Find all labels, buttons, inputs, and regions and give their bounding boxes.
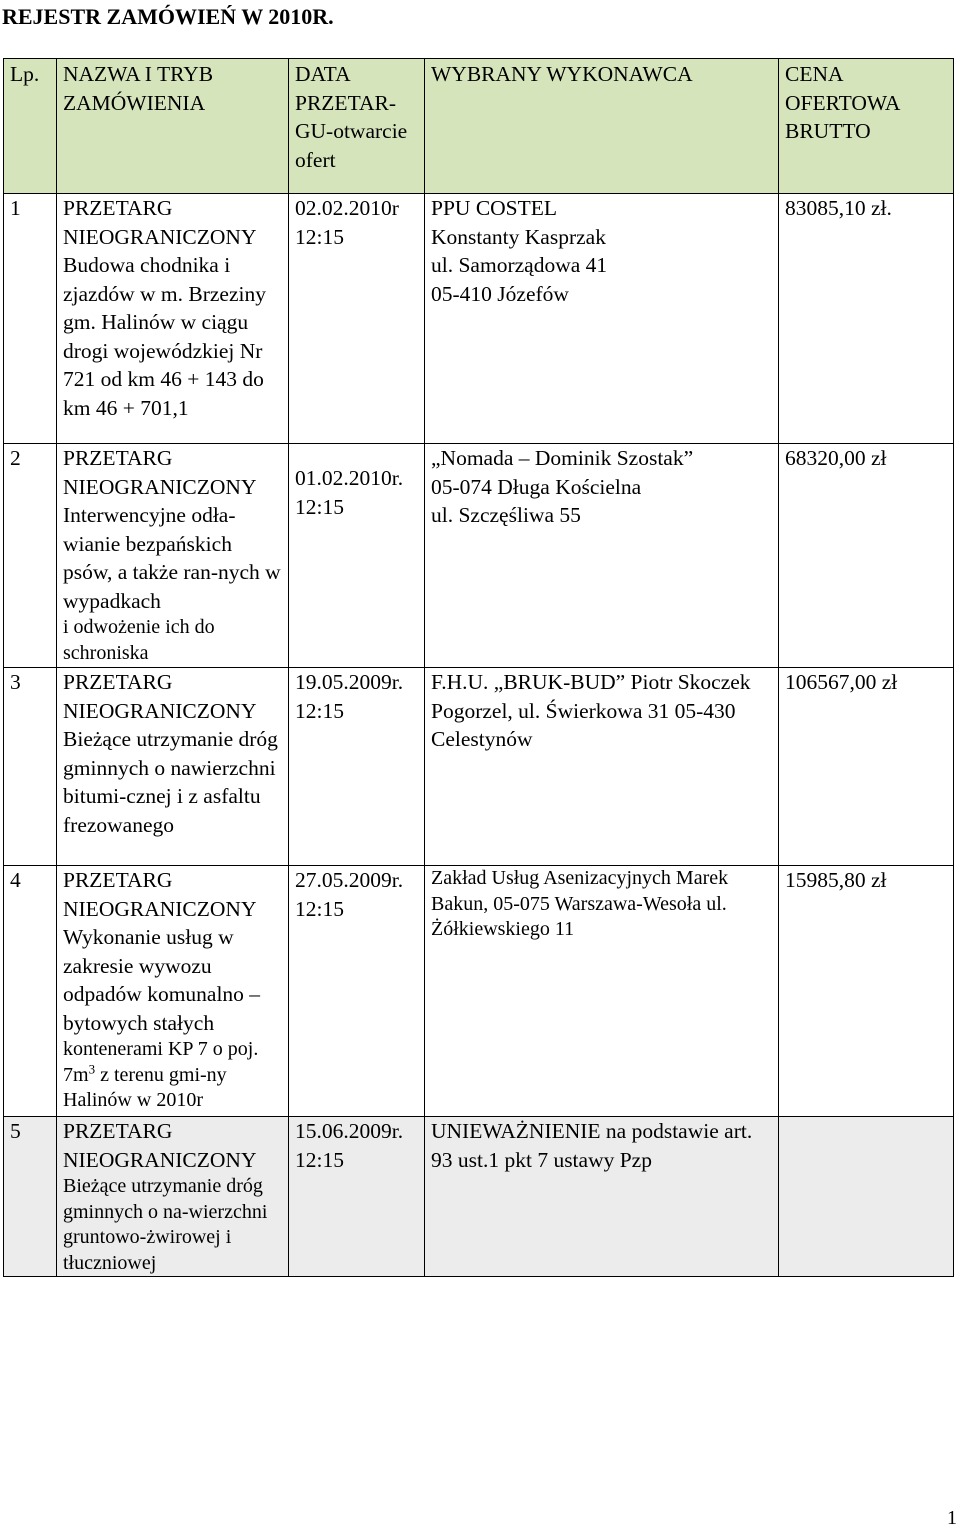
- superscript-exponent: 3: [88, 1060, 96, 1076]
- row-description-small: i odwożenie ich do schroniska: [63, 616, 215, 664]
- row-price: 15985,80 zł: [779, 866, 954, 1117]
- row-contractor-cell: [425, 194, 779, 444]
- row-name-cell: [57, 668, 289, 866]
- row-description: Budowa chodnika i zjazdów w m. Brzeziny gm. Halinów w ciągu drogi wojewódzkiej Nr 721 od km 46 + 143 do km 46 + 701,1: [63, 253, 266, 420]
- row-date: 01.02.2010r. 12:15: [295, 466, 404, 519]
- row-price: 83085,10 zł.: [779, 194, 954, 444]
- table-header-row: [4, 59, 954, 194]
- header-date: DATA PRZETAR-GU-otwarcie ofert: [289, 59, 425, 194]
- table-row: [4, 1117, 954, 1277]
- header-lp: Lp.: [4, 59, 57, 194]
- header-name: NAZWA I TRYB ZAMÓWIENIA: [57, 59, 289, 194]
- row-lp: 4: [4, 866, 57, 1117]
- row-contractor: „Nomada – Dominik Szostak” 05-074 Długa Kościelna ul. Szczęśliwa 55: [431, 446, 694, 527]
- row-lp: 1: [4, 194, 57, 444]
- row-mode: PRZETARG NIEOGRANICZONY: [63, 670, 257, 723]
- row-description-small-part2: z terenu gmi-ny Halinów w 2010r: [63, 1063, 227, 1111]
- row-contractor-cell: [425, 1117, 779, 1277]
- row-description: Interwencyjne odła-wianie bezpańskich psów, a także ran-nych w wypadkach: [63, 503, 281, 613]
- row-description-small: [63, 1037, 284, 1114]
- row-price: 106567,00 zł: [779, 668, 954, 866]
- table-row: [4, 444, 954, 668]
- row-date-cell: [289, 444, 425, 668]
- row-contractor: F.H.U. „BRUK-BUD” Piotr Skoczek Pogorzel, ul. Świerkowa 31 05-430 Celestynów: [431, 670, 751, 751]
- row-description: Bieżące utrzymanie dróg gminnych o na-wierzchni gruntowo-żwirowej i tłuczniowej: [63, 1175, 268, 1274]
- row-date: 27.05.2009r. 12:15: [295, 868, 404, 921]
- row-name-cell: [57, 444, 289, 668]
- row-contractor: UNIEWAŻNIENIE na podstawie art. 93 ust.1 pkt 7 ustawy Pzp: [431, 1119, 753, 1172]
- row-name-cell: [57, 194, 289, 444]
- row-contractor-cell: [425, 866, 779, 1117]
- row-description-small-part1: kontenerami KP 7 o poj. 7m: [63, 1038, 259, 1086]
- row-date-cell: [289, 866, 425, 1117]
- row-contractor-cell: [425, 668, 779, 866]
- table-row: [4, 866, 954, 1117]
- row-price: [779, 1117, 954, 1277]
- row-date-cell: [289, 668, 425, 866]
- row-name-cell: [57, 1117, 289, 1277]
- row-date-cell: [289, 194, 425, 444]
- page-number: 1: [947, 1507, 957, 1529]
- table-row: [4, 194, 954, 444]
- row-date-cell: [289, 1117, 425, 1277]
- row-contractor-cell: [425, 444, 779, 668]
- row-name-cell: [57, 866, 289, 1117]
- row-mode: PRZETARG NIEOGRANICZONY: [63, 446, 257, 499]
- row-price: 68320,00 zł: [779, 444, 954, 668]
- row-lp: 2: [4, 444, 57, 668]
- row-mode: PRZETARG NIEOGRANICZONY: [63, 868, 257, 921]
- table-row: [4, 668, 954, 866]
- row-date: 19.05.2009r. 12:15: [295, 670, 404, 723]
- row-date: 15.06.2009r. 12:15: [295, 1119, 404, 1172]
- row-description: Wykonanie usług w zakresie wywozu odpadów komunalno – bytowych stałych: [63, 925, 261, 1035]
- document-title: REJESTR ZAMÓWIEŃ W 2010R.: [2, 4, 334, 29]
- header-contractor: WYBRANY WYKONAWCA: [425, 59, 779, 194]
- row-mode: PRZETARG NIEOGRANICZONY: [63, 1119, 257, 1172]
- header-price: CENA OFERTOWA BRUTTO: [779, 59, 954, 194]
- row-description: Bieżące utrzymanie dróg gminnych o nawierzchni bitumi-cznej i z asfaltu frezowanego: [63, 727, 278, 837]
- row-lp: 3: [4, 668, 57, 866]
- row-contractor: Zakład Usług Asenizacyjnych Marek Bakun, 05-075 Warszawa-Wesoła ul. Żółkiewskiego 11: [431, 867, 729, 940]
- row-date: 02.02.2010r 12:15: [295, 196, 399, 249]
- row-contractor: PPU COSTEL Konstanty Kasprzak ul. Samorządowa 41 05-410 Józefów: [431, 196, 608, 306]
- row-mode: PRZETARG NIEOGRANICZONY: [63, 196, 257, 249]
- orders-register-table: [3, 58, 954, 1277]
- row-lp: 5: [4, 1117, 57, 1277]
